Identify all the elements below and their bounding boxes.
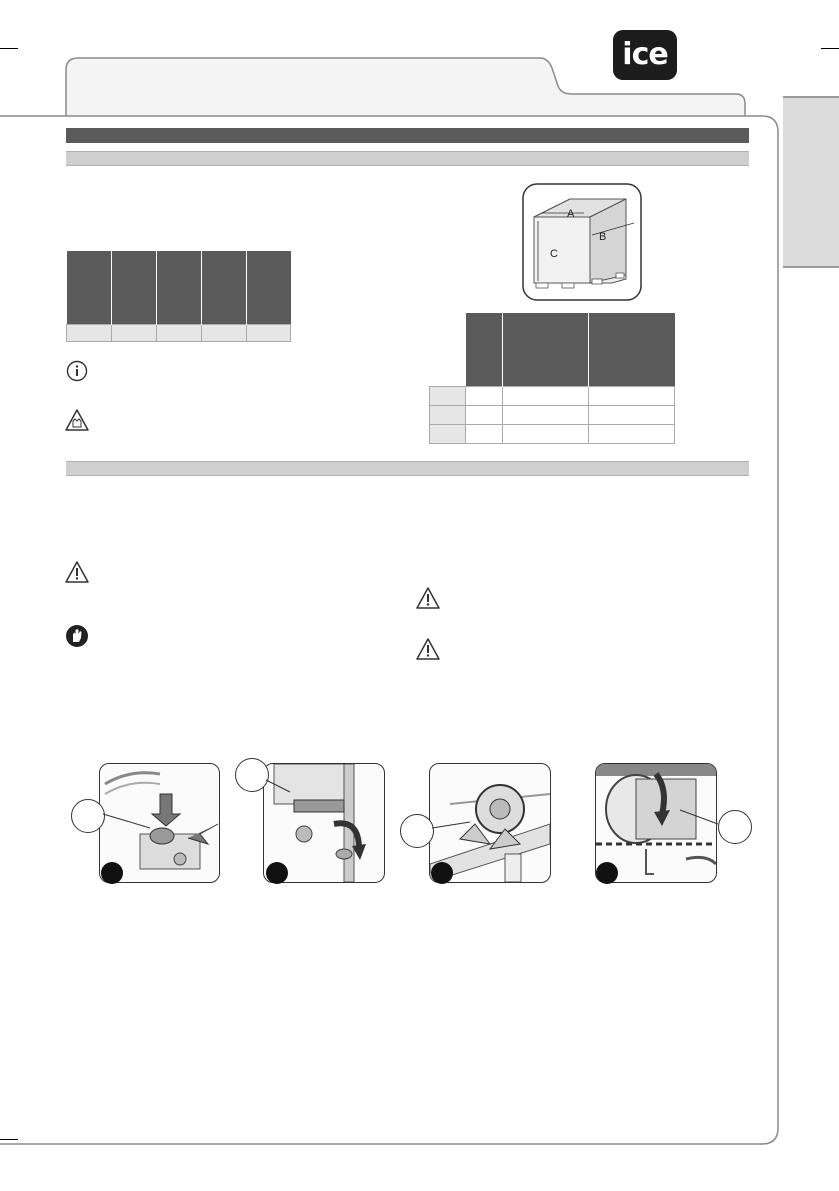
brand-logo: ice (613, 30, 677, 80)
dimension-label-b: B (599, 231, 607, 243)
dimension-label-a: A (567, 208, 575, 220)
dimension-label-c: C (550, 248, 558, 260)
